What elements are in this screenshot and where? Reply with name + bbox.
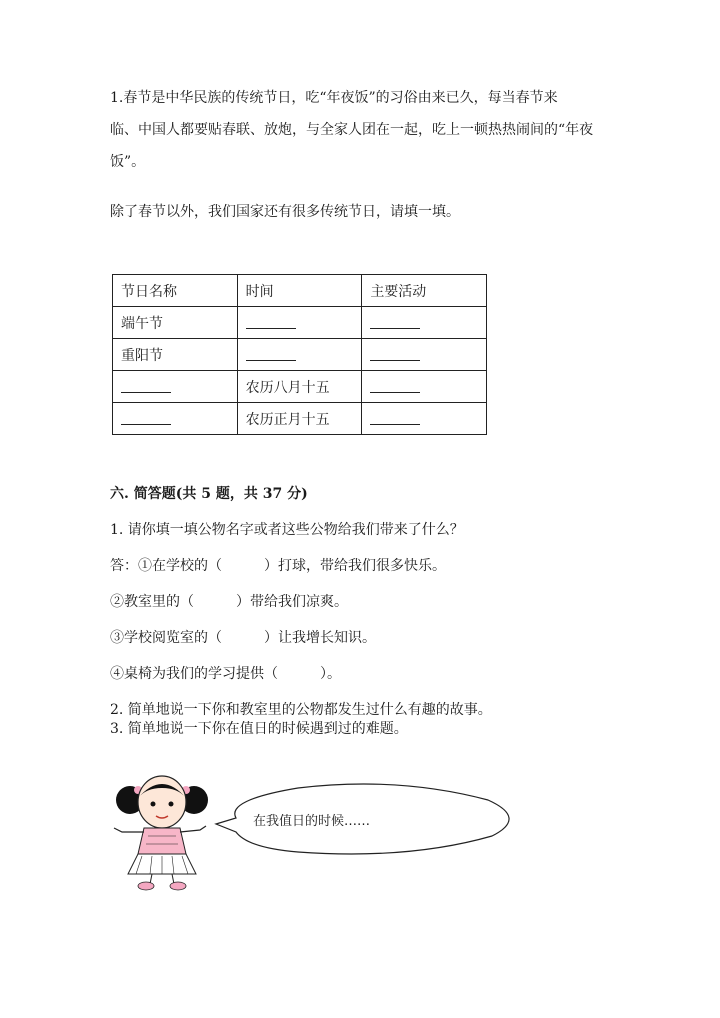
cell-time-blank[interactable] bbox=[237, 339, 362, 371]
table-row bbox=[113, 371, 487, 403]
face bbox=[138, 776, 186, 828]
header-festival-name: 节日名称 bbox=[113, 275, 238, 307]
table-row bbox=[113, 339, 487, 371]
fill-blank[interactable] bbox=[121, 412, 171, 425]
cell-festival-blank[interactable] bbox=[113, 371, 238, 403]
passage-line-3: 饭”。 bbox=[110, 154, 146, 170]
table-header-row bbox=[113, 275, 487, 307]
question-2: 2. 简单地说一下你和教室里的公物都发生过什么有趣的故事。 bbox=[110, 702, 492, 718]
cell-festival-blank[interactable] bbox=[113, 403, 238, 435]
cell-time: 农历八月十五 bbox=[237, 371, 362, 403]
table-row bbox=[113, 403, 487, 435]
girl-illustration bbox=[108, 770, 528, 900]
question-1: 1. 请你填一填公物名字或者这些公物给我们带来了什么？ bbox=[110, 522, 464, 538]
festival-table bbox=[112, 274, 487, 435]
shoe-left bbox=[138, 882, 154, 890]
header-time: 时间 bbox=[237, 275, 362, 307]
cell-festival: 重阳节 bbox=[113, 339, 238, 371]
arm-left bbox=[114, 828, 144, 832]
cell-activity-blank[interactable] bbox=[362, 339, 487, 371]
cell-time-blank[interactable] bbox=[237, 307, 362, 339]
fill-blank[interactable] bbox=[246, 316, 296, 329]
cell-festival: 端午节 bbox=[113, 307, 238, 339]
fill-blank[interactable] bbox=[370, 348, 420, 361]
table-prompt: 除了春节以外，我们国家还有很多传统节日，请填一填。 bbox=[110, 204, 460, 220]
answer-3: ③学校阅览室的（ ）让我增长知识。 bbox=[110, 630, 376, 646]
header-activity: 主要活动 bbox=[362, 275, 487, 307]
fill-blank[interactable] bbox=[246, 348, 296, 361]
cell-activity-blank[interactable] bbox=[362, 371, 487, 403]
arm-right bbox=[180, 826, 206, 832]
answer-4: ④桌椅为我们的学习提供（ ）。 bbox=[110, 666, 341, 682]
answer-1: 答：①在学校的（ ）打球，带给我们很多快乐。 bbox=[110, 558, 446, 574]
answer-2: ②教室里的（ ）带给我们凉爽。 bbox=[110, 594, 348, 610]
question-3: 3. 简单地说一下你在值日的时候遇到过的难题。 bbox=[110, 721, 408, 737]
cell-activity-blank[interactable] bbox=[362, 307, 487, 339]
speech-text: 在我值日的时候…… bbox=[253, 814, 371, 829]
passage-line-2: 临、中国人都要贴春联、放炮，与全家人团在一起，吃上一顿热热闹间的“年夜 bbox=[110, 122, 594, 138]
table-row bbox=[113, 307, 487, 339]
section-title: 六. 简答题(共 5 题，共 37 分) bbox=[110, 486, 308, 502]
eye-right bbox=[169, 802, 174, 807]
cell-activity-blank[interactable] bbox=[362, 403, 487, 435]
fill-blank[interactable] bbox=[121, 380, 171, 393]
fill-blank[interactable] bbox=[370, 316, 420, 329]
fill-blank[interactable] bbox=[370, 380, 420, 393]
fill-blank[interactable] bbox=[370, 412, 420, 425]
sweater bbox=[138, 828, 186, 854]
passage-line-1: 1.春节是中华民族的传统节日，吃“年夜饭”的习俗由来已久，每当春节来 bbox=[110, 90, 558, 106]
cell-time: 农历正月十五 bbox=[237, 403, 362, 435]
eye-left bbox=[151, 802, 156, 807]
shoe-right bbox=[170, 882, 186, 890]
